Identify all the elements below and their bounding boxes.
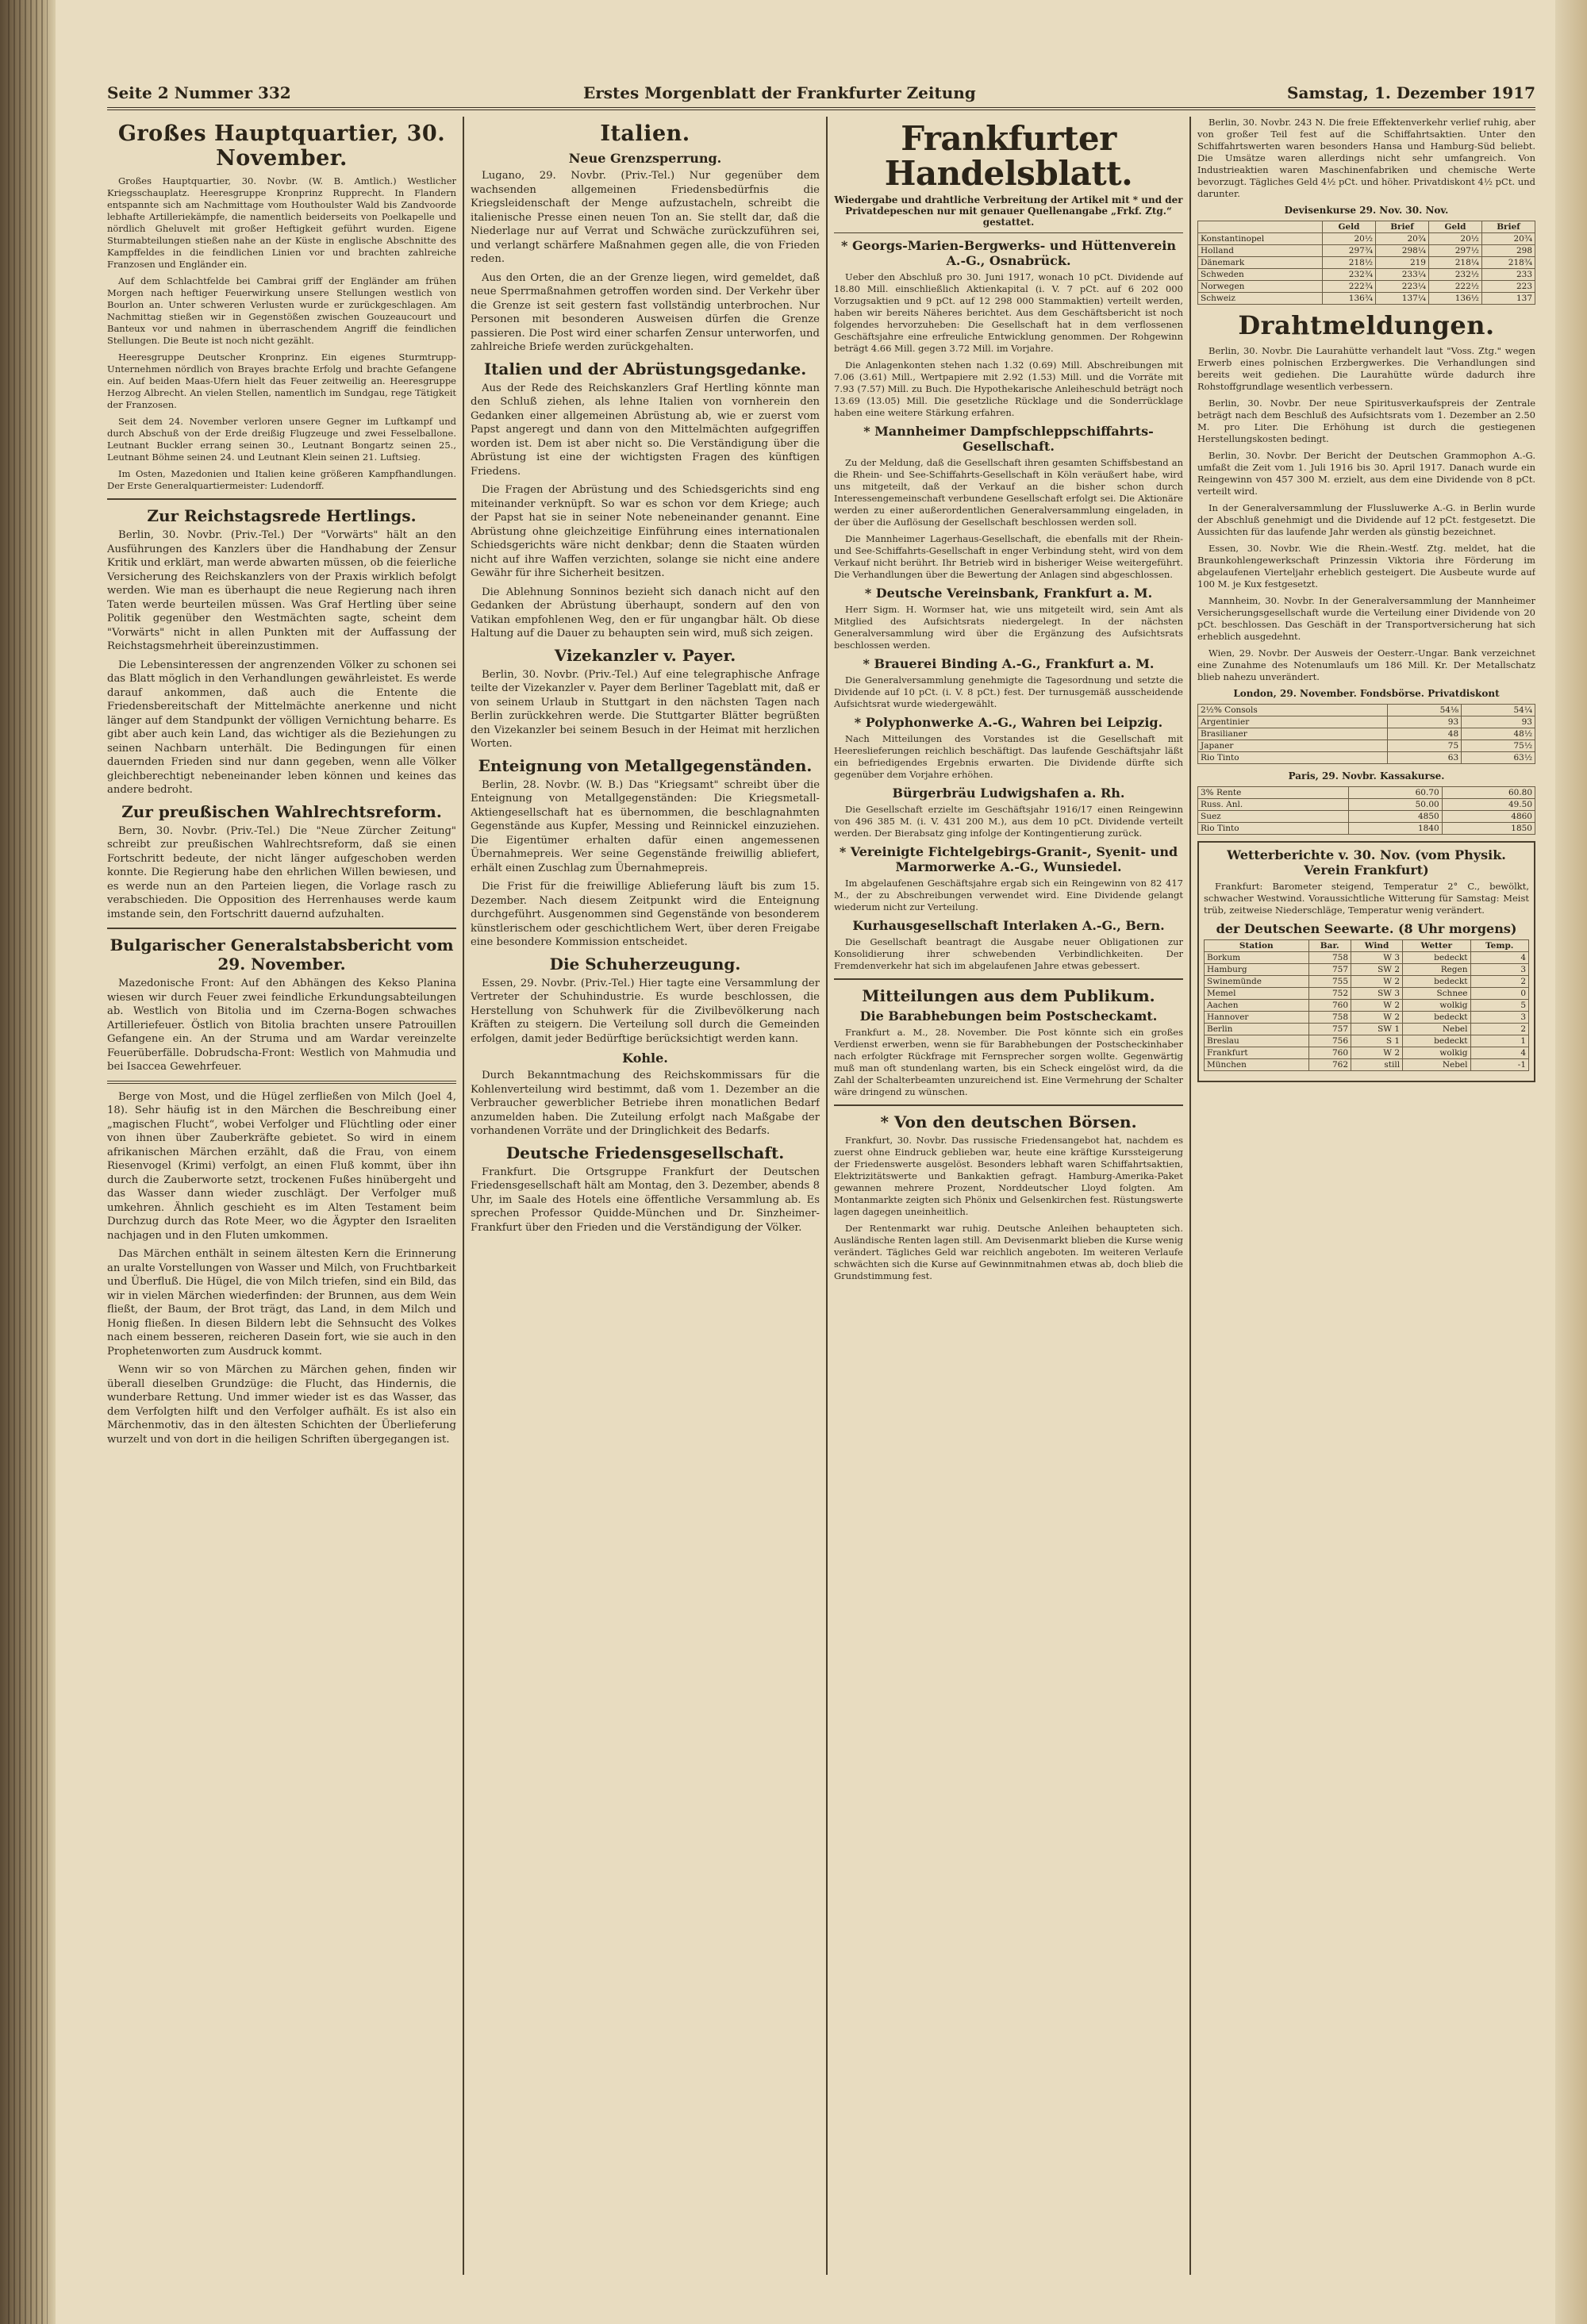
- divider: [834, 232, 1183, 233]
- article-paragraph: Zu der Meldung, daß die Gesellschaft ihren gesamten Schiffsbestand an die Rhein- und See-Schiffahrts-Gesellschaft in Köln veräußert habe, wird uns mitgeteilt, daß der Verkauf an die bisher schon durch Interessengemeinschaft verbundene Gesellschaft erfolgt sei. Die Aktionäre werden zu einer außerordentlichen Generalversammlung eingeladen, in der über die Auflösung der Gesellschaft beschlossen werden soll.: [834, 457, 1183, 528]
- devisen-table: [1197, 221, 1535, 305]
- table-cell: 233¼: [1376, 269, 1429, 281]
- table-cell: Schnee: [1403, 987, 1470, 999]
- article-paragraph: Die Generalversammlung genehmigte die Tagesordnung und setzte die Dividende auf 10 pCt. (i. V. 8 pCt.) fest. Der turnusgemäß ausscheidende Aufsichtsrat wurde wiedergewählt.: [834, 674, 1183, 710]
- feuilleton-paragraph: Das Märchen enthält in seinem ältesten Kern die Erinnerung an uralte Vorstellungen von Wasser und Milch, von Fruchtbarkeit und Überfluß. Die Hügel, die von Milch triefen, sind ein Bild, das wir in vielen Märchen wiederfinden: der Brunnen, aus dem Wein fließt, der Baum, der Brot trägt, das Land, in dem Milch und Honig fließen. In diesen Bildern lebt die Sehnsucht des Volkes nach einem besseren, reicheren Dasein fort, wie sie auch in den Prophetenworten zum Ausdruck kommt.: [107, 1248, 456, 1358]
- table-cell: 755: [1308, 975, 1351, 987]
- article-paragraph: Frankfurt a. M., 28. November. Die Post könnte sich ein großes Verdienst erwerben, wenn sie für Barabhebungen der Postscheckinhaber nach erfolgter Rückfrage mit Fernsprecher sorgen wollte. Gegenwärtig muß man oft stundenlang warten, bis ein Scheck eingelöst wird, da die Zahl der Schalterbeamten unzureichend ist. Eine Vermehrung der Schalter wäre dringend zu wünschen.: [834, 1027, 1183, 1098]
- london-table: [1197, 704, 1535, 764]
- table-row: [1205, 999, 1529, 1011]
- table-cell: Rio Tinto: [1198, 822, 1349, 834]
- table-header: Wetter: [1403, 939, 1470, 951]
- table-cell: 1850: [1442, 822, 1535, 834]
- column-rule: [1189, 117, 1191, 2275]
- table-cell: Brasilianer: [1198, 728, 1388, 739]
- heading-abruestung: Italien und der Abrüstungsgedanke.: [483, 359, 807, 378]
- table-cell: Breslau: [1205, 1035, 1309, 1047]
- table-cell: W 3: [1351, 951, 1403, 963]
- issue-date: Samstag, 1. Dezember 1917: [1287, 83, 1535, 102]
- article-paragraph: Berlin, 28. Novbr. (W. B.) Das "Kriegsamt" schreibt über die Enteignung von Metallgegenständen: Die Kriegsmetall-Aktiengesellschaft hat es übernommen, die beschlagnahmten Gegenstände aus Kupfer, Messing und Reinnickel einzuziehen. Die Eigentümer erhalten dafür einen angemessenen Übernahmepreis. Wer seine Gegenstände freiwillig abliefert, erhält einen Zuschlag zum Übernahmepreis.: [471, 778, 820, 874]
- table-row: [1198, 822, 1535, 834]
- table-cell: 4850: [1349, 810, 1442, 822]
- table-cell: 4: [1470, 1047, 1528, 1058]
- article-paragraph: Im abgelaufenen Geschäftsjahre ergab sich ein Reingewinn von 82 417 M., der zu Abschreibungen verwendet wird. Eine Dividende gelangt wiederum nicht zur Verteilung.: [834, 878, 1183, 913]
- table-cell: Argentinier: [1198, 716, 1388, 728]
- article-paragraph: Berlin, 30. Novbr. (Priv.-Tel.) Auf eine telegraphische Anfrage teilte der Vizekanzler v. Payer dem Berliner Tageblatt mit, daß er von seinem Urlaub in Stuttgart in den nächsten Tagen nach Berlin zurückkehren werde. Die Stuttgarter Blätter begrüßten den Vizekanzler bei seinem Besuch in der Heimat mit herzlichen Worten.: [471, 668, 820, 751]
- table-header: Geld: [1323, 221, 1376, 233]
- table-cell: W 2: [1351, 1047, 1403, 1058]
- headline-hauptquartier: Großes Hauptquartier, 30. November.: [117, 121, 446, 171]
- table-cell: 63½: [1462, 751, 1535, 763]
- table-cell: Nebel: [1403, 1058, 1470, 1070]
- heading-wetterberichte: Wetterberichte v. 30. Nov. (vom Physik. Verein Frankfurt): [1227, 847, 1506, 878]
- table-cell: Hamburg: [1205, 963, 1309, 975]
- table-cell: 218¼: [1428, 257, 1481, 269]
- table-cell: 75: [1388, 739, 1462, 751]
- heading-schuherzeugung: Die Schuherzeugung.: [549, 954, 741, 974]
- article-paragraph: Frankfurt, 30. Novbr. Das russische Friedensangebot hat, nachdem es zuerst ohne Eindruck geblieben war, heute eine kräftige Kurssteigerung der Friedenswerte ausgelöst. Besonders lebhaft waren Schiffahrtsaktien, Elektrizitätswerte und Bankaktien gefragt. Hamburg-Amerika-Paket gewannen mehrere Prozent, Norddeutscher Lloyd folgten. Am Montanmarkte zeigten sich Phönix und Gelsenkirchen fest. Rüstungswerte lagen dagegen uneinheitlich.: [834, 1135, 1183, 1218]
- table-cell: Suez: [1198, 810, 1349, 822]
- article-paragraph: Die Ablehnung Sonninos bezieht sich danach nicht auf den Gedanken der Abrüstung überhaupt, sondern auf den von Vatikan empfohlenen Weg, den er für ungangbar hält. Ob diese Haltung auf die Dauer zu behaupten sein wird, muß sich zeigen.: [471, 586, 820, 640]
- newspaper-page: [107, 75, 1535, 2281]
- table-cell: 48: [1388, 728, 1462, 739]
- table-cell: 1: [1470, 1035, 1528, 1047]
- binding-page-edges: [8, 0, 48, 2324]
- table-cell: 20½: [1428, 233, 1481, 245]
- heading-payer: Vizekanzler v. Payer.: [554, 645, 736, 665]
- table-cell: 20½: [1323, 233, 1376, 245]
- table-header: Brief: [1481, 221, 1535, 233]
- article-paragraph: Die Mannheimer Lagerhaus-Gesellschaft, die ebenfalls mit der Rhein- und See-Schiffahrts-Gesellschaft in enger Verbindung steht, wird von dem Verkauf nicht berührt. Ihr Betrieb wird in bisheriger Weise weitergeführt. Die Verhandlungen über die Bewertung der Anlagen sind abgeschlossen.: [834, 533, 1183, 581]
- article-paragraph: Herr Sigm. H. Wormser hat, wie uns mitgeteilt wird, sein Amt als Mitglied des Aufsichtsrats niedergelegt. In der nächsten Generalversammlung wird über die Ergänzung des Aufsichtsrats beschlossen werden.: [834, 604, 1183, 651]
- table-cell: 233: [1481, 269, 1535, 281]
- table-cell: W 2: [1351, 999, 1403, 1011]
- divider: [107, 928, 456, 929]
- table-cell: 3% Rente: [1198, 786, 1349, 798]
- heading-mitteilungen: Mitteilungen aus dem Publikum.: [862, 986, 1155, 1006]
- article-paragraph: Ueber den Abschluß pro 30. Juni 1917, wonach 10 pCt. Dividende auf 18.80 Mill. einschließlich Aktienkapital (i. V. 7 pCt. auf 6 202 000 Vorzugsaktien und 9 pCt. auf 12 298 000 Stammaktien) verteilt werden, haben wir bereits Näheres berichtet. Aus dem Geschäftsbericht ist noch folgendes hervorzuheben: Die Gesellschaft hat in dem verflossenen Geschäftsjahre eine erfreuliche Entwicklung genommen. Der Rohgewinn beträgt 4.66 Mill. gegen 3.72 Mill. im Vorjahre.: [834, 271, 1183, 355]
- table-row: [1205, 1058, 1529, 1070]
- heading-handelsblatt: Frankfurter Handelsblatt.: [884, 119, 1133, 194]
- table-cell: Swinemünde: [1205, 975, 1309, 987]
- article-paragraph: Essen, 29. Novbr. (Priv.-Tel.) Hier tagte eine Versammlung der Vertreter der Schuhindustrie. Es wurde beschlossen, die Herstellung von Schuhwerk für die Zivilbevölkerung nach Kräften zu steigern. Die Verteilung soll durch die Gemeinden erfolgen, damit jeder Bedürftige berücksichtigt werden kann.: [471, 977, 820, 1045]
- table-cell: 93: [1462, 716, 1535, 728]
- article-paragraph: Im Osten, Mazedonien und Italien keine größeren Kampfhandlungen. Der Erste Generalquartiermeister: Ludendorff.: [107, 468, 456, 492]
- column-rule: [826, 117, 828, 2275]
- table-row: [1205, 1047, 1529, 1058]
- table-cell: bedeckt: [1403, 951, 1470, 963]
- table-cell: München: [1205, 1058, 1309, 1070]
- table-cell: Konstantinopel: [1198, 233, 1323, 245]
- feuilleton-divider: [107, 1081, 456, 1084]
- table-cell: wolkig: [1403, 1047, 1470, 1058]
- table-cell: Regen: [1403, 963, 1470, 975]
- table-cell: 48½: [1462, 728, 1535, 739]
- table-cell: 50.00: [1349, 798, 1442, 810]
- table-row: [1198, 245, 1535, 257]
- table-cell: still: [1351, 1058, 1403, 1070]
- table-cell: 60.80: [1442, 786, 1535, 798]
- table-cell: W 2: [1351, 1011, 1403, 1023]
- table-row: [1205, 963, 1529, 975]
- article-paragraph: Heeresgruppe Deutscher Kronprinz. Ein eigenes Sturmtrupp-Unternehmen nördlich von Brayes brachte Erfolg und brachte Gefangene ein. Auf beiden Maas-Ufern hielt das Feuer zeitweilig an. Heeresgruppe Herzog Albrecht. An vielen Stellen, namentlich im Sundgau, rege Tätigkeit der Franzosen.: [107, 351, 456, 411]
- table-header: Bar.: [1308, 939, 1351, 951]
- table-row: [1198, 233, 1535, 245]
- table-cell: Rio Tinto: [1198, 751, 1388, 763]
- heading-drahtmeldungen: Drahtmeldungen.: [1238, 310, 1495, 340]
- table-cell: 4860: [1442, 810, 1535, 822]
- article-paragraph: Durch Bekanntmachung des Reichskommissars für die Kohlenverteilung wird bestimmt, daß vom 1. Dezember an die Verbraucher gewerblicher Betriebe ihren monatlichen Bedarf anzumelden haben. Die Zuteilung erfolgt nach Maßgabe der vorhandenen Vorräte und der Dringlichkeit des Bedarfs.: [471, 1070, 820, 1138]
- table-cell: 752: [1308, 987, 1351, 999]
- table-cell: 137: [1481, 293, 1535, 305]
- table-row: [1198, 257, 1535, 269]
- table-cell: 1840: [1349, 822, 1442, 834]
- heading-bulgarischer-bericht: Bulgarischer Generalstabsbericht vom 29. November.: [110, 935, 454, 974]
- divider: [834, 1104, 1183, 1106]
- table-cell: 222½: [1428, 281, 1481, 293]
- divider: [834, 978, 1183, 980]
- table-cell: S 1: [1351, 1035, 1403, 1047]
- table-cell: Japaner: [1198, 739, 1388, 751]
- table-cell: 756: [1308, 1035, 1351, 1047]
- article-paragraph: Der Rentenmarkt war ruhig. Deutsche Anleihen behaupteten sich. Ausländische Renten lagen still. Am Devisenmarkt blieben die Kurse wenig verändert. Tägliches Geld war reichlich angeboten. Im weiteren Verlaufe schwächten sich die Kurse auf Gewinnmitnahmen etwas ab, doch blieb die Grundstimmung fest.: [834, 1223, 1183, 1282]
- table-row: [1198, 704, 1535, 716]
- table-row: [1198, 786, 1535, 798]
- table-cell: SW 1: [1351, 1023, 1403, 1035]
- heading-binding: * Brauerei Binding A.-G., Frankfurt a. M.: [863, 656, 1155, 672]
- table-cell: 4: [1470, 951, 1528, 963]
- table-cell: Frankfurt: [1205, 1047, 1309, 1058]
- weather-paragraph: Frankfurt: Barometer steigend, Temperatur 2° C., bewölkt, schwacher Westwind. Voraussichtliche Witterung für Samstag: Meist trüb, zeitweise Niederschläge, Temperatur wenig verändert.: [1204, 880, 1529, 916]
- paper-title: Erstes Morgenblatt der Frankfurter Zeitung: [583, 83, 976, 102]
- feuilleton-paragraph: Berge von Most, und die Hügel zerfließen von Milch (Joel 4, 18). Sehr häufig ist in den Märchen die Beschreibung einer „magischen Flucht“, wobei Verfolger und Flüchtling oder einer von ihnen über Zauberkräfte gebietet. So wird in einem afrikanischen Märchen erzählt, daß die Frau, von einem Riesenvogel (Krimi) verfolgt, an einen Fluß kommt, über ihn durch die Zauberworte setzt, trockenen Fußes hinübergeht und das Wasser dann wieder zuschlägt. Der Verfolger muß umkehren. Ähnlich geschieht es im Alten Testament beim Durchzug durch das Rote Meer, wo die Ägypter den Israeliten nachjagen und in den Fluten umkommen.: [107, 1090, 456, 1242]
- table-row: [1205, 951, 1529, 963]
- heading-seewarte: der Deutschen Seewarte. (8 Uhr morgens): [1216, 920, 1517, 936]
- table-cell: Norwegen: [1198, 281, 1323, 293]
- article-paragraph: Nach Mitteilungen des Vorstandes ist die Gesellschaft mit Heereslieferungen reichlich beschäftigt. Das laufende Geschäftsjahr läßt ein befriedigendes Ergebnis erwarten. Die Dividende dürfte sich gegenüber dem Vorjahre erhöhen.: [834, 733, 1183, 781]
- table-cell: Aachen: [1205, 999, 1309, 1011]
- table-cell: 760: [1308, 1047, 1351, 1058]
- table-cell: Holland: [1198, 245, 1323, 257]
- table-cell: Borkum: [1205, 951, 1309, 963]
- heading-boersen: * Von den deutschen Börsen.: [880, 1112, 1137, 1132]
- article-paragraph: Berlin, 30. Novbr. (Priv.-Tel.) Der "Vorwärts" hält an den Ausführungen des Kanzlers über die Handhabung der Zensur Kritik und erklärt, man werde abwarten müssen, ob die feierliche Versicherung des Reichskanzlers von der Praxis wirklich befolgt werden. Wie man es überhaupt die neue Regierung nach ihren Taten werde beurteilen müssen. Was Graf Hertling über seine Politik gegenüber den Westmächten sagte, scheint dem "Vorwärts" nicht in allen Punkten mit der Auffassung der Reichstagsmehrheit übereinzustimmen.: [107, 529, 456, 653]
- article-paragraph: Wien, 29. Novbr. Der Ausweis der Oesterr.-Ungar. Bank verzeichnet eine Zunahme des Notenumlaufs um 186 Mill. Kr. Der Metallschatz blieb nahezu unverändert.: [1197, 647, 1535, 682]
- article-paragraph: Lugano, 29. Novbr. (Priv.-Tel.) Nur gegenüber dem wachsenden allgemeinen Friedensbedürfnis die Kriegsleidenschaft der Menge aufzustacheln, schreibt die italienische Presse einen neuen Ton an. Sie stellt dar, daß die Niederlage nur auf Verrat und Schwäche zurückzuführen sei, und verlangt schärfere Maßnahmen gegen alle, die von Frieden reden.: [471, 170, 820, 266]
- table-cell: 60.70: [1349, 786, 1442, 798]
- table-cell: 297½: [1428, 245, 1481, 257]
- article-paragraph: Mazedonische Front: Auf den Abhängen des Kekso Planina wiesen wir durch Feuer zwei feindliche Erkundungsabteilungen ab. Westlich von Bitolia und im Czerna-Bogen schwaches Artilleriefeuer. Östlich von Bitolia brachten unsere Patrouillen Gefangene ein. An der Struma und am Wardar vereinzelte Feuerüberfälle. Dobrudscha-Front: Westlich von Mahmudia und bei Isaccea Gewehrfeuer.: [107, 978, 456, 1074]
- heading-mannheimer-dampfschiff: * Mannheimer Dampfschleppschiffahrts-Gesellschaft.: [863, 424, 1154, 455]
- article-paragraph: Die Gesellschaft beantragt die Ausgabe neuer Obligationen zur Konsolidierung ihrer schwebenden Verbindlichkeiten. Der Fremdenverkehr hat sich im abgelaufenen Jahre etwas gebessert.: [834, 936, 1183, 972]
- article-paragraph: Großes Hauptquartier, 30. Novbr. (W. B. Amtlich.) Westlicher Kriegsschauplatz. Heeresgruppe Kronprinz Rupprecht. In Flandern entspannte sich am Nachmittage vom Houthoulster Wald bis Zandvoorde lebhafte Artilleriekämpfe, die namentlich beiderseits von Poelkapelle und nördlich Gheluvelt mit großer Heftigkeit geführt wurden. Eigene Sturmabteilungen stießen nahe an der Küste in englische Abschnitte des Kampffeldes in die feindlichen Linien vor und brachten zahlreiche Franzosen und Engländer ein.: [107, 175, 456, 271]
- table-cell: 758: [1308, 951, 1351, 963]
- table-row: [1198, 739, 1535, 751]
- column-rule: [463, 117, 464, 2275]
- article-paragraph: Die Frist für die freiwillige Ablieferung läuft bis zum 15. Dezember. Nach diesem Zeitpunkt wird die Enteignung durchgeführt. Ausgenommen sind Gegenstände von besonderem künstlerischem oder geschichtlichem Wert, über deren Freigabe eine besondere Kommission entscheidet.: [471, 881, 820, 949]
- table-row: [1198, 269, 1535, 281]
- heading-wahlrechtsreform: Zur preußischen Wahlrechtsreform.: [121, 801, 442, 821]
- table-cell: 297¾: [1323, 245, 1376, 257]
- table-cell: Memel: [1205, 987, 1309, 999]
- table-row: [1198, 716, 1535, 728]
- heading-georgs-marien: * Georgs-Marien-Bergwerks- und Hüttenverein A.-G., Osnabrück.: [841, 238, 1176, 269]
- table-cell: 223¼: [1376, 281, 1429, 293]
- table-row: [1198, 810, 1535, 822]
- article-paragraph: Essen, 30. Novbr. Wie die Rhein.-Westf. Ztg. meldet, hat die Braunkohlengewerkschaft Prinzessin Viktoria ihre Förderung im abgelaufenen Vierteljahr erheblich gesteigert. Die Ausbeute wurde auf 100 M. je Kux festgesetzt.: [1197, 542, 1535, 590]
- article-paragraph: Berlin, 30. Novbr. 243 N. Die freie Effektenverkehr verlief ruhig, aber von großer Teil fest auf die Schiffahrtsaktien. Unter den Schiffahrtswerten waren besonders Hansa und Hamburg-Süd beliebt. Die Umsätze waren allerdings nicht sehr umfangreich. Von Industrieaktien waren Maschinenfabriken und chemische Werte bevorzugt. Tägliches Geld 4½ pCt. und höher. Privatdiskont 4½ pCt. und darunter.: [1197, 117, 1535, 199]
- table-row: [1205, 1035, 1529, 1047]
- table-cell: 5: [1470, 999, 1528, 1011]
- devisen-title: Devisenkurse 29. Nov. 30. Nov.: [1284, 205, 1449, 216]
- heading-vereinsbank: * Deutsche Vereinsbank, Frankfurt a. M.: [864, 586, 1153, 601]
- table-cell: SW 2: [1351, 963, 1403, 975]
- table-cell: 54¼: [1462, 704, 1535, 716]
- table-row: [1198, 728, 1535, 739]
- heading-metallgegenstaende: Enteignung von Metallgegenständen.: [478, 755, 813, 775]
- seewarte-table: [1204, 939, 1529, 1071]
- table-cell: 63: [1388, 751, 1462, 763]
- heading-kohle: Kohle.: [622, 1051, 668, 1066]
- table-cell: 232½: [1428, 269, 1481, 281]
- table-cell: 20¾: [1376, 233, 1429, 245]
- table-header: Brief: [1376, 221, 1429, 233]
- table-cell: 762: [1308, 1058, 1351, 1070]
- table-row: [1198, 281, 1535, 293]
- article-paragraph: In der Generalversammlung der Flussluwerke A.-G. in Berlin wurde der Abschluß genehmigt und die Dividende auf 12 pCt. festgesetzt. Die Aussichten für das laufende Jahr werden als günstig bezeichnet.: [1197, 501, 1535, 537]
- page-number: Seite 2 Nummer 332: [107, 83, 291, 102]
- article-paragraph: Aus der Rede des Reichskanzlers Graf Hertling könnte man den Schluß ziehen, als lehne Italien von vornherein den Gedanken einer allgemeinen Abrüstung ab, wie er zuerst vom Papst angeregt und dann von den Mittelmächten aufgegriffen worden ist. Dem ist aber nicht so. Die Verständigung über die Abrüstung ist eine der wichtigsten Fragen des künftigen Friedens.: [471, 382, 820, 478]
- table-row: [1205, 987, 1529, 999]
- table-cell: SW 3: [1351, 987, 1403, 999]
- article-paragraph: Bern, 30. Novbr. (Priv.-Tel.) Die "Neue Zürcher Zeitung" schreibt zur preußischen Wahlrechtsreform, daß sie einen Fortschritt bedeute, der nicht länger aufgeschoben werden konnte. Die Regierung habe den ehrlichen Willen bewiesen, und es werde nun an den Parteien liegen, die Vorlage rasch zu verabschieden. Die Opposition des Herrenhauses werde kaum imstande sein, den Fortschritt dauernd aufzuhalten.: [107, 824, 456, 920]
- feuilleton-paragraph: Wenn wir so von Märchen zu Märchen gehen, finden wir überall dieselben Grundzüge: die Flucht, das Hindernis, die wunderbare Rettung. Und immer wieder ist es das Wasser, das dem Verfolgten hilft und den Verfolger aufhält. Es ist also ein Märchenmotiv, das in den ältesten Schichten der Überlieferung wurzelt und von dort in die heiligen Schriften übergegangen ist.: [107, 1364, 456, 1446]
- table-cell: Schweiz: [1198, 293, 1323, 305]
- table-cell: bedeckt: [1403, 1035, 1470, 1047]
- article-paragraph: Die Gesellschaft erzielte im Geschäftsjahr 1916/17 einen Reingewinn von 496 385 M. (i. V. 431 200 M.), aus dem 10 pCt. Dividende verteilt werden. Der Bierabsatz ging infolge der Kontingentierung zurück.: [834, 804, 1183, 839]
- table-cell: 93: [1388, 716, 1462, 728]
- paris-title: Paris, 29. Novbr. Kassakurse.: [1288, 770, 1445, 782]
- heading-kurhaus: Kurhausgesellschaft Interlaken A.-G., Bern.: [852, 918, 1165, 934]
- table-header: Station: [1205, 939, 1309, 951]
- heading-reichstagsrede: Zur Reichstagsrede Hertlings.: [147, 506, 417, 526]
- article-paragraph: Die Fragen der Abrüstung und des Schiedsgerichts sind eng miteinander verknüpft. So war es schon vor dem Kriege; auch der Papst hat sie in seiner Note nebeneinander genannt. Eine Abrüstung ohne gleichzeitige Einführung eines internationalen Schiedsgerichts wäre nicht denkbar; denn die Staaten würden nicht auf ihre Waffen verzichten, solange sie nicht eine andere Gewähr für ihre Sicherheit besitzen.: [471, 484, 820, 580]
- table-cell: -1: [1470, 1058, 1528, 1070]
- table-cell: 2: [1470, 975, 1528, 987]
- article-paragraph: Auf dem Schlachtfelde bei Cambrai griff der Engländer am frühen Morgen nach heftiger Feuerwirkung unsere Stellungen westlich von Bourlon an. Unter schweren Verlusten wurde er zurückgeschlagen. Am Nachmittag stießen wir in Gegenstößen zwischen Gouzeaucourt und Banteux vor und nahmen in überraschendem Angriff die feindlichen Stellungen. Die Beute ist noch nicht gezählt.: [107, 275, 456, 347]
- table-cell: Russ. Anl.: [1198, 798, 1349, 810]
- article-paragraph: Die Lebensinteressen der angrenzenden Völker zu schonen sei das Blatt möglich in den Verhandlungen gewährleistet. Es werde darauf ankommen, daß auch die Entente die Friedensbereitschaft der Mittelmächte anerkenne und nicht länger auf dem Standpunkt der völligen Vernichtung beharre. Es gibt aber auch kein Land, das wichtiger als die Beziehungen zu seinen Nachbarn unterhält. Die Bedingungen für einen dauernden Frieden sind nur dann gegeben, wenn alle Völker gleichberechtigt nebeneinander leben können und keines das andere bedroht.: [107, 659, 456, 797]
- reprint-notice: Wiedergabe und drahtliche Verbreitung der Artikel mit * und der Privatdepeschen nur mit genauer Quellenangabe „Frkf. Ztg.“ gestattet.: [834, 194, 1183, 229]
- table-cell: 54⅛: [1388, 704, 1462, 716]
- table-cell: 222¾: [1323, 281, 1376, 293]
- article-paragraph: Aus den Orten, die an der Grenze liegen, wird gemeldet, daß neue Sperrmaßnahmen getroffen worden sind. Der Verkehr über die Grenze ist seit gestern fast vollständig unterbrochen. Nur Personen mit besonderen Ausweisen dürfen die Grenze passieren. Die Post wird einer scharfen Zensur unterworfen, und zahlreiche Briefe werden zurückgehalten.: [471, 271, 820, 354]
- table-cell: 3: [1470, 963, 1528, 975]
- table-cell: bedeckt: [1403, 975, 1470, 987]
- table-cell: 0: [1470, 987, 1528, 999]
- table-row: [1198, 751, 1535, 763]
- article-paragraph: Mannheim, 30. Novbr. In der Generalversammlung der Mannheimer Versicherungsgesellschaft wurde die Verteilung einer Dividende von 20 pCt. beschlossen. Das Geschäft in der Transportversicherung hat sich erheblich ausgedehnt.: [1197, 594, 1535, 642]
- table-row: [1205, 1011, 1529, 1023]
- article-paragraph: Berlin, 30. Novbr. Der Bericht der Deutschen Grammophon A.-G. umfaßt die Zeit vom 1. Juli 1916 bis 30. April 1917. Danach wurde ein Reingewinn von 457 300 M. erzielt, aus dem eine Dividende von 8 pCt. verteilt wird.: [1197, 449, 1535, 497]
- table-cell: bedeckt: [1403, 1011, 1470, 1023]
- weather-box: [1197, 841, 1535, 1082]
- heading-polyphonwerke: * Polyphonwerke A.-G., Wahren bei Leipzig.: [854, 715, 1163, 731]
- table-row: [1205, 975, 1529, 987]
- table-cell: wolkig: [1403, 999, 1470, 1011]
- heading-buergerbraeu: Bürgerbräu Ludwigshafen a. Rh.: [892, 786, 1125, 801]
- table-cell: 760: [1308, 999, 1351, 1011]
- table-cell: 298: [1481, 245, 1535, 257]
- table-cell: Schweden: [1198, 269, 1323, 281]
- table-cell: 218½: [1323, 257, 1376, 269]
- table-cell: 49.50: [1442, 798, 1535, 810]
- table-cell: 136¾: [1323, 293, 1376, 305]
- article-paragraph: Berlin, 30. Novbr. Die Laurahütte verhandelt laut "Voss. Ztg." wegen Erwerb eines polnischen Erzbergwerkes. Die Verhandlungen sind bereits weit gediehen. Die Laurahütte würde dadurch ihre Rohstoffgrundlage wesentlich verbessern.: [1197, 344, 1535, 392]
- divider: [107, 498, 456, 500]
- table-cell: 298¼: [1376, 245, 1429, 257]
- table-header: Geld: [1428, 221, 1481, 233]
- table-row: [1198, 798, 1535, 810]
- table-cell: 3: [1470, 1011, 1528, 1023]
- paris-table: [1197, 786, 1535, 835]
- table-header: Wind: [1351, 939, 1403, 951]
- table-cell: 137¼: [1376, 293, 1429, 305]
- table-row: [1198, 293, 1535, 305]
- table-cell: Hannover: [1205, 1011, 1309, 1023]
- heading-italien: Italien.: [600, 121, 690, 146]
- kicker-barabhebungen: Die Barabhebungen beim Postscheckamt.: [859, 1008, 1158, 1024]
- table-cell: 757: [1308, 963, 1351, 975]
- masthead: [107, 75, 1535, 110]
- page-right-edge: [1555, 0, 1587, 2324]
- article-paragraph: Berlin, 30. Novbr. Der neue Spiritusverkaufspreis der Zentrale beträgt nach dem Beschluß des Aufsichtsrats vom 1. Dezember an 2.50 M. pro Liter. Die Erhöhung ist durch die gestiegenen Herstellungskosten bedingt.: [1197, 397, 1535, 444]
- table-cell: 757: [1308, 1023, 1351, 1035]
- kicker-grenzsperrung: Neue Grenzsperrung.: [568, 151, 722, 167]
- table-cell: W 2: [1351, 975, 1403, 987]
- table-cell: 20¾: [1481, 233, 1535, 245]
- table-cell: Nebel: [1403, 1023, 1470, 1035]
- table-cell: 219: [1376, 257, 1429, 269]
- table-cell: 223: [1481, 281, 1535, 293]
- table-cell: 2: [1470, 1023, 1528, 1035]
- table-cell: 2½% Consols: [1198, 704, 1388, 716]
- table-row: [1205, 1023, 1529, 1035]
- column-4: [1197, 117, 1535, 2275]
- table-cell: 75½: [1462, 739, 1535, 751]
- column-1: [107, 117, 456, 2275]
- article-paragraph: Seit dem 24. November verloren unsere Gegner im Luftkampf und durch Abschuß von der Erde dreißig Flugzeuge und zwei Fesselballone. Leutnant Buckler errang seinen 30., Leutnant Bongartz seinen 25., Leutnant Böhme seinen 24. und Leutnant Klein seinen 21. Luftsieg.: [107, 416, 456, 463]
- table-cell: 232¾: [1323, 269, 1376, 281]
- table-cell: 136½: [1428, 293, 1481, 305]
- table-cell: 218¾: [1481, 257, 1535, 269]
- article-paragraph: Die Anlagenkonten stehen nach 1.32 (0.69) Mill. Abschreibungen mit 7.06 (3.61) Mill., Wertpapiere mit 2.92 (1.53) Mill. und die Vorräte mit 7.93 (7.57) Mill. zu Buch. Die Hypothekarische Anleiheschuld beträgt noch 13.69 (13.05) Mill. Die gesetzliche Rücklage und die Sonderrücklage haben eine weitere Stärkung erfahren.: [834, 359, 1183, 419]
- article-paragraph: Frankfurt. Die Ortsgruppe Frankfurt der Deutschen Friedensgesellschaft hält am Montag, den 3. Dezember, abends 8 Uhr, im Saale des Hotels eine öffentliche Versammlung ab. Es sprechen Professor Quidde-München und Dr. Sinzheimer-Frankfurt über den Frieden und die Verständigung der Völker.: [471, 1166, 820, 1234]
- table-header: Temp.: [1470, 939, 1528, 951]
- heading-friedensgesellschaft: Deutsche Friedensgesellschaft.: [505, 1143, 785, 1162]
- table-cell: Berlin: [1205, 1023, 1309, 1035]
- table-cell: Dänemark: [1198, 257, 1323, 269]
- column-2: [471, 117, 820, 2275]
- london-title: London, 29. November. Fondsbörse. Privatdiskont: [1233, 687, 1500, 699]
- table-cell: 758: [1308, 1011, 1351, 1023]
- heading-fichtelgebirge: * Vereinigte Fichtelgebirgs-Granit-, Syenit- und Marmorwerke A.-G., Wunsiedel.: [839, 844, 1178, 875]
- table-header: [1198, 221, 1323, 233]
- column-3: [834, 117, 1183, 2275]
